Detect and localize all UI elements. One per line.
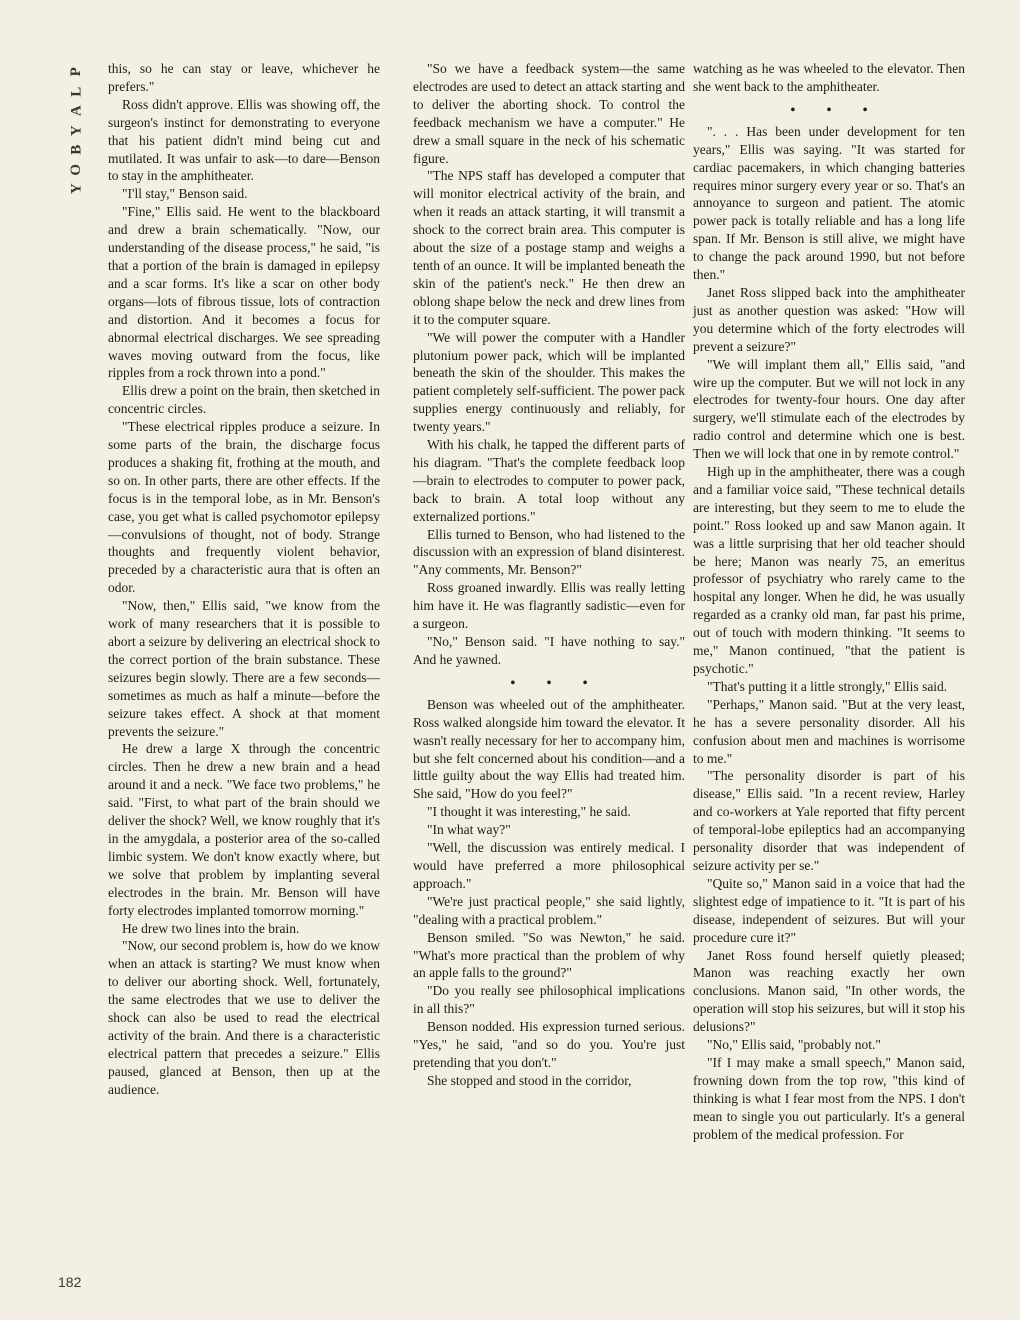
paragraph: Benson smiled. "So was Newton," he said. "What's more practical than the problem of why an apple falls to the ground?"	[413, 929, 685, 981]
paragraph: "No," Ellis said, "probably not."	[707, 1037, 881, 1053]
title-letter: O	[68, 163, 85, 176]
section-separator: • • •	[790, 101, 882, 117]
paragraph: "The NPS staff has developed a computer that will monitor electrical activity of the brain, and when it reads an attack starting, it will transmit a shock to the correct brain area. This computer is about the size of a postage stamp and weighs a tenth of an ounce. It will be implanted beneath the skin of the patient's neck." He then drew an oblong shape below the neck and drew lines from it to the computer square.	[413, 168, 685, 327]
title-letter: A	[68, 105, 85, 117]
paragraph: "No," Benson said. "I have nothing to say." And he yawned.	[413, 634, 685, 667]
paragraph: He drew a large X through the concentric circles. Then he drew a new brain and a head around it and a neck. "We face two problems," he said. "First, to what part of the brain should we deliver the shock? Well, we know roughly that it's in the amygdala, a posterior area of the so-called limbic system. We don't know exactly where, but we solve that problem by implanting several electrodes in the brain. Mr. Benson will have forty electrodes implanted tomorrow morning."	[108, 741, 380, 918]
paragraph: "We will implant them all," Ellis said, "and wire up the computer. But we will not lock in any electrodes for twenty-four hours. One day after surgery, we'll stimulate each of the electrodes by radio control and determine which one is best. Then we will lock that one in by remote control."	[693, 356, 965, 462]
paragraph: "We're just practical people," she said lightly, "dealing with a practical problem."	[413, 893, 685, 927]
paragraph: "Now, our second problem is, how do we know when an attack is starting? We must know when to deliver our aborting shock. Well, fortunately, the same electrodes that we use to deliver the shock can also be used to read the electrical activity of the brain. And there is a characteristic electrical pattern that precedes a seizure." Ellis paused, glanced at Benson, then up at the audience.	[108, 938, 380, 1097]
paragraph: "I thought it was interesting," he said.	[427, 804, 631, 820]
paragraph: Ross didn't approve. Ellis was showing off, the surgeon's instinct for demonstrating to everyone that his patient didn't mind being cut and mutilated. It was unfair to ask—to dare—Benson to stay in the amphitheater.	[108, 96, 380, 184]
paragraph: High up in the amphitheater, there was a cough and a familiar voice said, "These technical details are interesting, but they seem to me to elude the point." Ross looked up and saw Manon again. It was a little surprising that her old teacher should be here; Manon was nearly 75, an emeritus professor of psychiatry who rarely came to the hospital any longer. When he did, he was usually regarded as a cranky old man, far past his prime, out of touch with modern thinking. "It seems to me," Manon continued, "that the patient is psychotic."	[693, 464, 965, 676]
title-letter: Y	[68, 124, 85, 136]
paragraph: Ellis drew a point on the brain, then sketched in concentric circles.	[108, 383, 380, 417]
paragraph: "Fine," Ellis said. He went to the blackboard and drew a brain schematically. "Now, our understanding of the disease process," he said, "is that a portion of the brain is damaged in epilepsy and a scar forms. It's like a scar on other body organs—lots of fibrous tissue, lots of contraction and distortion. And it becomes a focus for abnormal electrical discharges. We see spreading waves moving outward from the focus, like ripples from a rock thrown into a pond."	[108, 204, 380, 381]
section-separator: • • •	[510, 674, 602, 690]
page-number: 182	[58, 1274, 82, 1290]
paragraph: this, so he can stay or leave, whichever he prefers."	[108, 61, 380, 94]
paragraph: "In what way?"	[427, 822, 511, 838]
paragraph: He drew two lines into the brain.	[122, 920, 300, 936]
paragraph: Janet Ross slipped back into the amphitheater just as another question was asked: "How will you determine which of the forty electrodes will prevent a seizure?"	[693, 284, 965, 354]
paragraph: Ross groaned inwardly. Ellis was really letting him have it. He was flagrantly sadistic—even for a surgeon.	[413, 580, 685, 632]
title-letter: Y	[68, 183, 85, 195]
paragraph: "We will power the computer with a Handler plutonium power pack, which will be implanted beneath the skin of the shoulder. This makes the patient completely self-sufficient. The power pack supplies energy continuously and reliably, for twenty years."	[413, 329, 685, 435]
magazine-title-vertical	[62, 62, 92, 199]
paragraph: Benson was wheeled out of the amphitheater. Ross walked alongside him toward the elevator. It wasn't really necessary for her to accompany him, but she felt concerned about his condition—and a little guilty about the way Ellis had treated him. She said, "How do you feel?"	[413, 696, 685, 802]
title-letter: P	[68, 67, 85, 77]
text-column-2	[413, 60, 685, 1090]
paragraph: "Do you really see philosophical implications in all this?"	[413, 983, 685, 1017]
title-letter: B	[68, 144, 85, 155]
paragraph: "Quite so," Manon said in a voice that had the slightest edge of impatience to it. "It is part of his disease, independent of seizures. But will your procedure cure it?"	[693, 875, 965, 945]
paragraph: "So we have a feedback system—the same electrodes are used to detect an attack starting and to deliver the aborting shock. To control the feedback mechanism we have a computer." He drew a small square in the neck of his schematic figure.	[413, 61, 685, 166]
paragraph: "Well, the discussion was entirely medical. I would have preferred a more philosophical approach."	[413, 840, 685, 891]
paragraph: ". . . Has been under development for ten years," Ellis was saying. "It was started for cardiac pacemakers, in which changing batteries requires minor surgery every year or so. That's an annoyance to surgeon and patient. The atomic power pack is totally reliable and has a long life span. If Mr. Benson is still alive, we might have to change the pack around 1990, but not before then."	[693, 123, 965, 283]
title-letter: L	[68, 86, 85, 97]
paragraph: "If I may make a small speech," Manon said, frowning down from the top row, "this kind of thinking is what I fear most from the NPS. I don't mean to single you out particularly. It's a general problem of the medical profession. For	[693, 1054, 965, 1142]
paragraph: Benson nodded. His expression turned serious. "Yes," he said, "and so do you. You're just pretending that you don't."	[413, 1019, 685, 1070]
paragraph: "Now, then," Ellis said, "we know from the work of many researchers that it is possible to abort a seizure by delivering an electrical shock to the correct portion of the brain substance. These seizures begin slowly. There are a few seconds—sometimes as much as half a minute—before the seizure takes effect. A shock at that moment prevents the seizure."	[108, 598, 380, 739]
paragraph: "These electrical ripples produce a seizure. In some parts of the brain, the discharge focus produces a shaking fit, frothing at the mouth, and so on. In other parts, there are other effects. If the focus is in the temporal lobe, as in Mr. Benson's case, you get what is called psychomotor epilepsy—convulsions of thought, not of body. Strange thoughts and frequently violent behavior, preceded by a characteristic aura that is often an odor.	[108, 419, 380, 596]
paragraph: watching as he was wheeled to the elevator. Then she went back to the amphitheater.	[693, 61, 965, 94]
paragraph: With his chalk, he tapped the different parts of his diagram. "That's the complete feedback loop—brain to electrodes to computer to power pack, back to brain. A total loop without any externalized portions."	[413, 437, 685, 524]
paragraph: Ellis turned to Benson, who had listened to the discussion with an expression of bland disinterest. "Any comments, Mr. Benson?"	[413, 526, 685, 578]
paragraph: Janet Ross found herself quietly pleased; Manon was reaching exactly her own conclusions. Manon said, "In other words, the operation will stop his seizures, but will it stop his delusions?"	[693, 947, 965, 1035]
text-column-1	[108, 60, 380, 1099]
paragraph: "The personality disorder is part of his disease," Ellis said. "In a recent review, Harley and co-workers at Yale reported that fifty percent of temporal-lobe epileptics had an accompanying personality disorder that was independent of seizure activity per se."	[693, 768, 965, 873]
paragraph: "I'll stay," Benson said.	[122, 186, 248, 202]
paragraph: "That's putting it a little strongly," Ellis said.	[707, 678, 948, 694]
paragraph: She stopped and stood in the corridor,	[427, 1072, 632, 1088]
paragraph: "Perhaps," Manon said. "But at the very least, he has a severe personality disorder. All his confusion about men and machines is worrisome to me."	[693, 696, 965, 766]
text-column-3	[693, 60, 965, 1143]
